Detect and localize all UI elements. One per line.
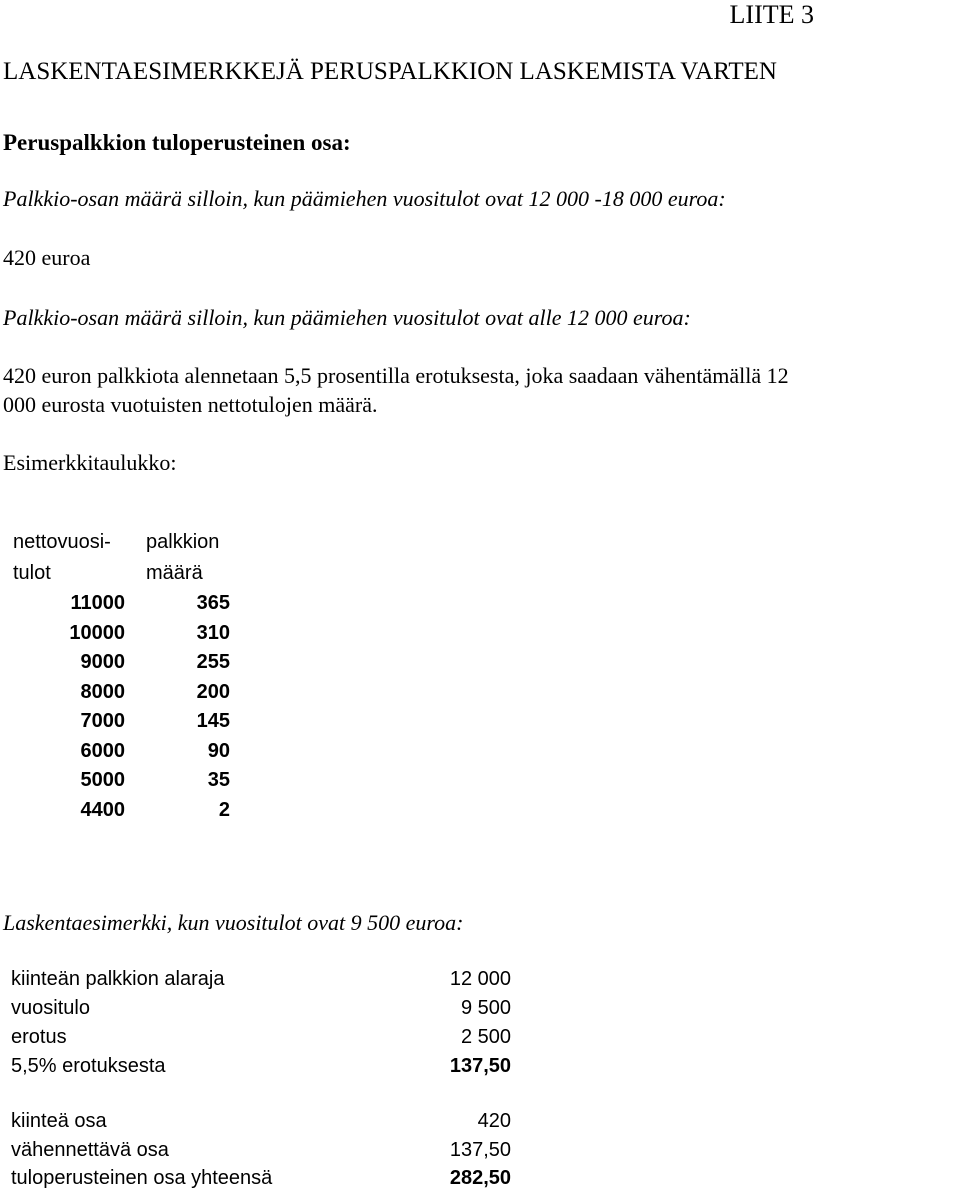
- para1-value: 420 euroa: [3, 245, 91, 270]
- table-row: [13, 622, 243, 652]
- para2-condition: Palkkio-osan määrä silloin, kun päämiehen vuositulot ovat alle 12 000 euroa:: [3, 305, 691, 330]
- calc-value: 420: [477, 1110, 511, 1132]
- section-subheading: Peruspalkkion tuloperusteinen osa:: [3, 130, 351, 155]
- calc-value: 9 500: [460, 997, 511, 1019]
- calc-label: 5,5% erotuksesta: [11, 1055, 166, 1077]
- calc-row: [11, 1026, 511, 1055]
- fee-cell: 2: [218, 798, 230, 821]
- calc-value: 137,50: [449, 1055, 511, 1077]
- income-cell: 10000: [69, 621, 125, 644]
- page-heading: LASKENTAESIMERKKEJÄ PERUSPALKKION LASKEMISTA VARTEN: [3, 58, 777, 85]
- table-row: [13, 740, 243, 770]
- fee-cell: 145: [196, 710, 230, 732]
- income-cell: 6000: [80, 739, 125, 762]
- appendix-label: LIITE 3: [729, 0, 814, 29]
- header-fee-line2: määrä: [146, 562, 203, 584]
- fee-cell: 310: [196, 621, 230, 644]
- table-row: [13, 592, 243, 622]
- income-cell: 8000: [80, 680, 125, 703]
- table-row: [13, 799, 243, 829]
- calc-label: vuositulo: [11, 997, 90, 1019]
- calc-row: [11, 997, 511, 1026]
- header-income-line2: tulot: [13, 562, 51, 584]
- income-cell: 5000: [80, 769, 125, 791]
- header-fee-line1: palkkion: [146, 531, 220, 553]
- calc-row: [11, 1055, 511, 1084]
- income-cell: 11000: [70, 592, 125, 614]
- para1-condition: Palkkio-osan määrä silloin, kun päämiehen vuositulot ovat 12 000 -18 000 euroa:: [3, 186, 726, 211]
- table-row: [13, 710, 243, 740]
- table-row: [13, 681, 243, 711]
- income-cell: 4400: [80, 798, 125, 821]
- calc-label: kiinteä osa: [11, 1110, 107, 1132]
- fee-cell: 200: [196, 680, 230, 703]
- header-income-line1: nettovuosi-: [13, 531, 111, 553]
- fee-cell: 365: [196, 592, 230, 614]
- calc-label: kiinteän palkkion alaraja: [11, 968, 225, 990]
- calc-value: 12 000: [449, 968, 511, 990]
- fee-cell: 90: [207, 739, 230, 762]
- income-cell: 7000: [80, 710, 125, 732]
- calc-title: Laskentaesimerkki, kun vuositulot ovat 9 500 euroa:: [3, 910, 464, 935]
- calc-row: [11, 1139, 511, 1168]
- para2-line2: 000 eurosta vuotuisten nettotulojen määrä.: [3, 392, 378, 417]
- calc-row: [11, 1167, 511, 1196]
- example-table-title: Esimerkkitaulukko:: [3, 450, 177, 475]
- calc-value: 282,50: [449, 1167, 511, 1189]
- fee-cell: 255: [196, 651, 230, 673]
- para2-line1: 420 euron palkkiota alennetaan 5,5 prosentilla erotuksesta, joka saadaan vähentämällä 12: [3, 363, 789, 388]
- calc-row: [11, 1110, 511, 1139]
- calc-label: tuloperusteinen osa yhteensä: [11, 1167, 273, 1189]
- income-cell: 9000: [80, 651, 125, 673]
- calc-value: 2 500: [460, 1026, 511, 1048]
- calc-value: 137,50: [449, 1138, 511, 1161]
- fee-cell: 35: [207, 769, 230, 791]
- calc-label: vähennettävä osa: [11, 1138, 169, 1161]
- table-row: [13, 651, 243, 681]
- calc-row: [11, 968, 511, 997]
- table-row: [13, 769, 243, 799]
- calc-label: erotus: [11, 1026, 67, 1048]
